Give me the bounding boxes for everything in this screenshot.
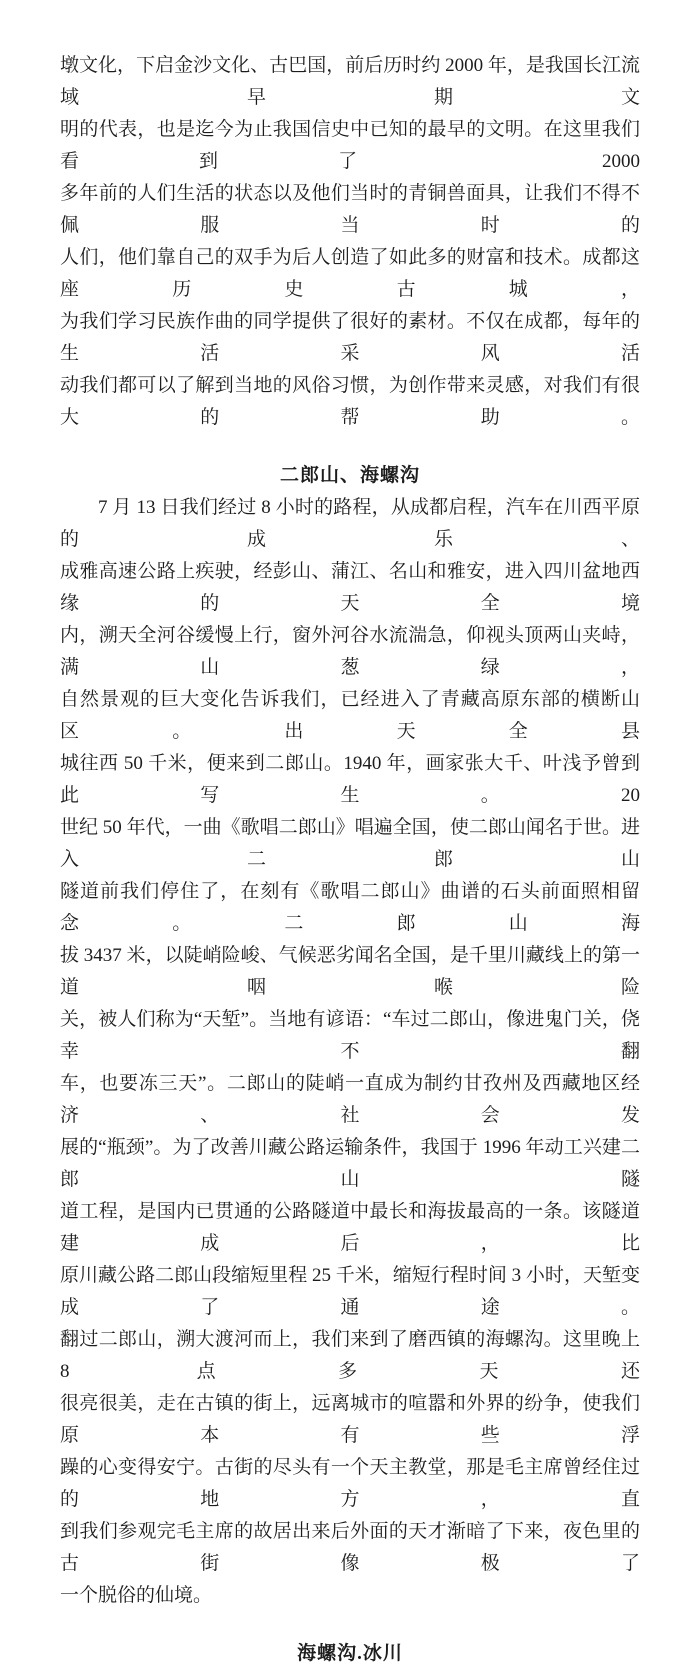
text-line: 道工程，是国内已贯通的公路隧道中最长和海拔最高的一条。该隧道建成后，比 — [60, 1201, 640, 1254]
text-line: 翻过二郎山，溯大渡河而上，我们来到了磨西镇的海螺沟。这里晚上 8 点多天还 — [60, 1329, 640, 1382]
text-line: 很亮很美，走在古镇的街上，远离城市的喧嚣和外界的纷争，使我们原本有些浮 — [60, 1393, 640, 1446]
text-line: 成雅高速公路上疾驶，经彭山、蒲江、名山和雅安，进入四川盆地西缘的天全境 — [60, 561, 640, 614]
section-heading: 海螺沟.冰川 — [297, 1643, 403, 1664]
text-line: 世纪 50 年代，一曲《歌唱二郎山》唱遍全国，使二郎山闻名于世。进入二郎山 — [60, 817, 640, 870]
section-heading: 二郎山、海螺沟 — [279, 465, 420, 486]
text-line: 动我们都可以了解到当地的风俗习惯，为创作带来灵感，对我们有很大的帮助。 — [60, 375, 640, 428]
text-line: 展的“瓶颈”。为了改善川藏公路运输条件，我国于 1996 年动工兴建二郎山隧 — [60, 1137, 640, 1190]
text-line: 人们，他们靠自己的双手为后人创造了如此多的财富和技术。成都这座历史古城， — [60, 247, 640, 300]
text-line: 城往西 50 千米，便来到二郎山。1940 年，画家张大千、叶浅予曾到此写生。20 — [60, 753, 640, 806]
text-line: 明的代表，也是迄今为止我国信史中已知的最早的文明。在这里我们看到了 2000 — [60, 119, 640, 172]
text-line: 一个脱俗的仙境。 — [60, 1585, 213, 1606]
text-line: 墩文化，下启金沙文化、古巴国，前后历时约 2000 年，是我国长江流域早期文 — [60, 55, 640, 108]
text-line: 关，被人们称为“天堑”。当地有谚语：“车过二郎山，像进鬼门关，侥幸不翻 — [60, 1009, 640, 1062]
paragraph — [60, 50, 640, 434]
text-line: 拔 3437 米，以陡峭险峻、气候恶劣闻名全国，是千里川藏线上的第一道咽喉险 — [60, 945, 640, 998]
text-line: 车，也要冻三天”。二郎山的陡峭一直成为制约甘孜州及西藏地区经济、社会发 — [60, 1073, 640, 1126]
text-line: 躁的心变得安宁。古街的尽头有一个天主教堂，那是毛主席曾经住过的地方，直 — [60, 1457, 640, 1510]
text-line: 隧道前我们停住了，在刻有《歌唱二郎山》曲谱的石头前面照相留念。二郎山海 — [60, 881, 640, 934]
text-line: 原川藏公路二郎山段缩短里程 25 千米，缩短行程时间 3 小时，天堑变成了通途。 — [60, 1265, 640, 1318]
text-line: 到我们参观完毛主席的故居出来后外面的天才渐暗了下来，夜色里的古街像极了 — [60, 1521, 640, 1574]
text-line: 内，溯天全河谷缓慢上行，窗外河谷水流湍急，仰视头顶两山夹峙，满山葱绿， — [60, 625, 640, 678]
paragraph — [60, 492, 640, 1612]
text-line: 为我们学习民族作曲的同学提供了很好的素材。不仅在成都，每年的生活采风活 — [60, 311, 640, 364]
text-line: 7 月 13 日我们经过 8 小时的路程，从成都启程，汽车在川西平原的成乐、 — [60, 497, 640, 550]
text-line: 多年前的人们生活的状态以及他们当时的青铜兽面具，让我们不得不佩服当时的 — [60, 183, 640, 236]
text-line: 自然景观的巨大变化告诉我们，已经进入了青藏高原东部的横断山区。出天全县 — [60, 689, 640, 742]
